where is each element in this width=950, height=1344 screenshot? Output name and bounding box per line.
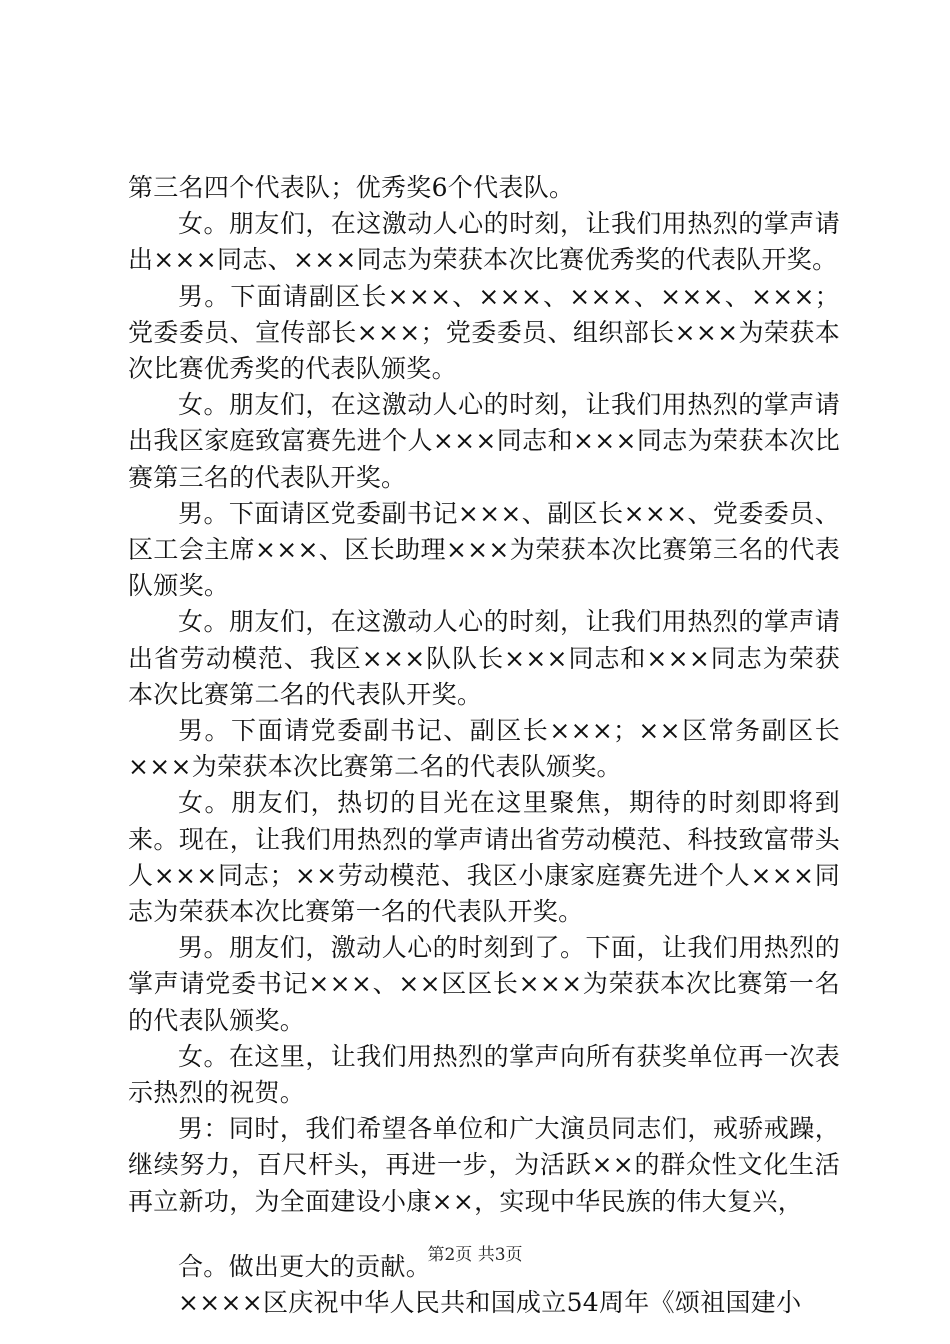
paragraph: 第三名四个代表队；优秀奖6个代表队。: [128, 173, 575, 202]
paragraph: 女。在这里，让我们用热烈的掌声向所有获奖单位再一次表示热烈的祝贺。: [128, 1041, 840, 1108]
paragraph: 女。朋友们，在这激动人心的时刻，让我们用热烈的掌声请出我区家庭致富赛先进个人×××同志和×××同志为荣获本次比赛第三名的代表队开奖。: [128, 390, 840, 492]
paragraph: 女。朋友们，在这激动人心的时刻，让我们用热烈的掌声请出×××同志、×××同志为荣获本次比赛优秀奖的代表队开奖。: [128, 209, 840, 275]
paragraph: 男。下面请副区长×××、×××、×××、×××、×××；党委委员、宣传部长×××；党委委员、组织部长×××为荣获本次比赛优秀奖的代表队颁奖。: [128, 281, 840, 384]
document-body: [128, 170, 840, 1321]
paragraph: 男。下面请党委副书记、副区长×××；××区常务副区长×××为荣获本次比赛第二名的代表队颁奖。: [128, 716, 840, 782]
paragraph: ××××区庆祝中华人民共和国成立54周年《颂祖国建小: [178, 1288, 802, 1318]
paragraph: 女。朋友们，热切的目光在这里聚焦，期待的时刻即将到来。现在，让我们用热烈的掌声请出省劳动模范、科技致富带头人×××同志；××劳动模范、我区小康家庭赛先进个人×××同志为荣获本次比赛第一名的代表队开奖。: [128, 788, 840, 927]
paragraph: 男：同时，我们希望各单位和广大演员同志们，戒骄戒躁，继续努力，百尺杆头，再进一步，为活跃××的群众性文化生活再立新功，为全面建设小康××，实现中华民族的伟大复兴，: [128, 1114, 840, 1216]
paragraph: 女。朋友们，在这激动人心的时刻，让我们用热烈的掌声请出省劳动模范、我区×××队队长×××同志和×××同志为荣获本次比赛第二名的代表队开奖。: [128, 607, 840, 709]
page-footer: 第2页 共3页: [427, 1245, 523, 1265]
paragraph: 合。做出更大的贡献。: [178, 1251, 432, 1281]
paragraph: 男。朋友们，激动人心的时刻到了。下面，让我们用热烈的掌声请党委书记×××、××区区长×××为荣获本次比赛第一名的代表队颁奖。: [128, 933, 840, 1035]
paragraph: 男。下面请区党委副书记×××、副区长×××、党委委员、区工会主席×××、区长助理×××为荣获本次比赛第三名的代表队颁奖。: [128, 498, 840, 601]
